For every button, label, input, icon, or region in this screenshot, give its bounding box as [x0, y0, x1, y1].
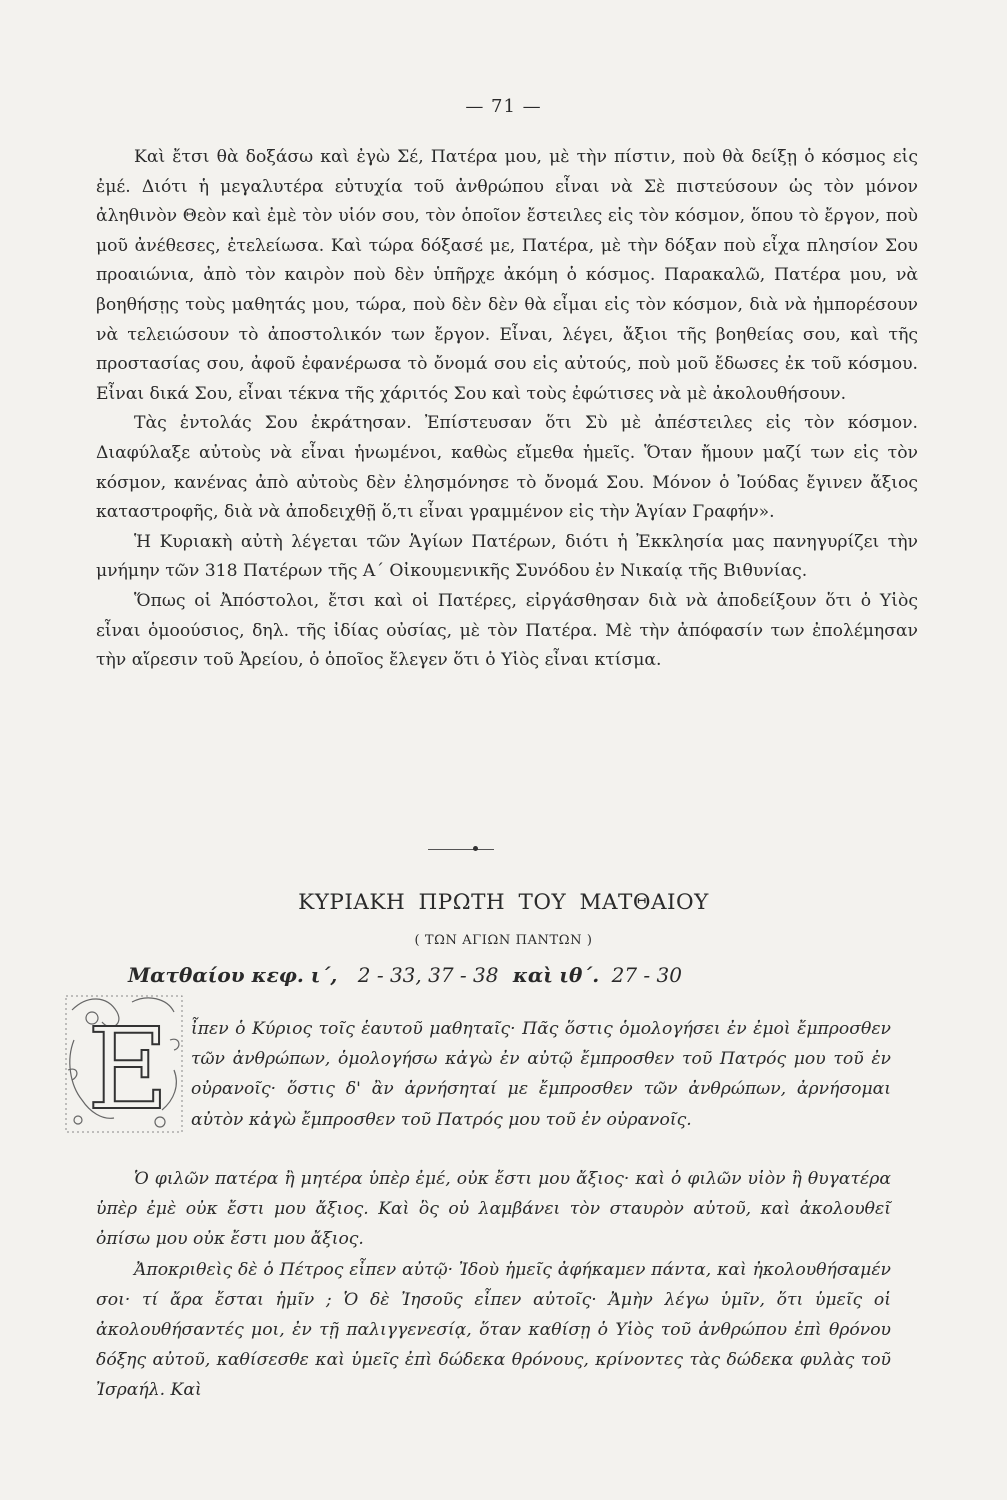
section-title: ΚΥΡΙΑΚΗ ΠΡΩΤΗ ΤΟΥ ΜΑΤΘΑΙΟΥ [298, 890, 709, 915]
paragraph: Ὁ φιλῶν πατέρα ἢ μητέρα ὑπὲρ ἐμέ, οὐκ ἔστι μου ἄξιος· καὶ ὁ φιλῶν υἱὸν ἢ θυγατέρα ὑπὲρ ἐμὲ οὐκ ἔστι μου ἄξιος. Καὶ ὃς οὐ λαμβάνει τὸν σταυρὸν αὐτοῦ, καὶ ἀκολουθεῖ ὀπίσω μου οὐκ ἔστι μου ἄξιος. [96, 1169, 891, 1250]
paragraph: Ἡ Κυριακὴ αὐτὴ λέγεται τῶν Ἁγίων Πατέρων, διότι ἡ Ἐκκλησία μας πανηγυρίζει τὴν μνήμην τῶν 318 Πατέρων τῆς Α΄ Οἰκουμενικῆς Συνόδου ἐν Νικαίᾳ τῆς Βιθυνίας. [96, 531, 918, 582]
reading-and: καὶ [512, 963, 553, 987]
reading-verses: 2 - 33, 37 - 38 [357, 963, 499, 987]
paragraph: Ἀποκριθεὶς δὲ ὁ Πέτρος εἶπεν αὐτῷ· Ἰδοὺ ἡμεῖς ἀφήκαμεν πάντα, καὶ ἠκολουθήσαμέν σοι· τί ἄρα ἔσται ἡμῖν ; Ὁ δὲ Ἰησοῦς εἶπεν αὐτοῖς· Ἀμὴν λέγω ὑμῖν, ὅτι ὑμεῖς οἱ ἀκολουθήσαντές μοι, ἐν τῇ παλιγγενεσίᾳ, ὅταν καθίσῃ ὁ Υἱὸς τοῦ ἀνθρώπου ἐπὶ θρόνου δόξης αὐτοῦ, καθίσεσθε καὶ ὑμεῖς ἐπὶ δώδεκα θρόνους, κρίνοντες τὰς δώδεκα φυλὰς τοῦ Ἰσραήλ. Καὶ [96, 1259, 891, 1401]
paragraph: Τὰς ἐντολάς Σου ἐκράτησαν. Ἐπίστευσαν ὅτι Σὺ μὲ ἀπέστειλες εἰς τὸν κόσμον. Διαφύλαξε αὐτοὺς νὰ εἶναι ἡνωμένοι, καθὼς εἴμεθα ἡμεῖς. Ὅταν ἤμουν μαζί των εἰς τὸν κόσμον, κανένας ἀπὸ αὐτοὺς δὲν ἐλησμόνησε τὸ ὄνομά Σου. Μόνον ὁ Ἰούδας ἔγινεν ἄξιος καταστροφῆς, διὰ νὰ ἀποδειχθῇ ὅ,τι εἶναι γραμμένον εἰς τὴν Ἁγίαν Γραφήν». [96, 413, 918, 523]
reading-chapter: ιθ΄. [559, 963, 600, 987]
ornamental-dropcap [62, 990, 188, 1142]
reading-reference [128, 963, 828, 987]
reading-book: Ματθαίου κεφ. ι΄, [128, 963, 338, 987]
section-subtitle: ( ΤΩΝ ΑΓΙΩΝ ΠΑΝΤΩΝ ) [414, 933, 593, 948]
paragraph: Καὶ ἔτσι θὰ δοξάσω καὶ ἐγὼ Σέ, Πατέρα μου, μὲ τὴν πίστιν, ποὺ θὰ δείξῃ ὁ κόσμος εἰς ἐμέ. Διότι ἡ μεγαλυτέρα εὐτυχία τοῦ ἀνθρώπου εἶναι νὰ Σὲ πιστεύσουν ὡς τὸν μόνον ἀληθινὸν Θεὸν καὶ ἐμὲ τὸν υἱόν σου, τὸν ὁποῖον ἔστειλες εἰς τὸν κόσμον, ὅπου τὸ ἔργον, ποὺ μοῦ ἀνέθεσες, ἐτελείωσα. Καὶ τώρα δόξασέ με, Πατέρα, μὲ τὴν δόξαν ποὺ εἶχα πλησίον Σου προαιώνια, ἀπὸ τὸν καιρὸν ποὺ δὲν ὑπῆρχε ἀκόμη ὁ κόσμος. Παρακαλῶ, Πατέρα μου, νὰ βοηθήσῃς τοὺς μαθητάς μου, τώρα, ποὺ δὲν δὲν θὰ εἶμαι εἰς τὸν κόσμον, διὰ νὰ ἠμπορέσουν νὰ τελειώσουν τὸ ἀποστολικόν των ἔργον. Εἶναι, λέγει, ἄξιοι τῆς βοηθείας σου, καὶ τῆς προστασίας σου, ἀφοῦ ἐφανέρωσα τὸ ὄνομά σου εἰς αὐτούς, ποὺ μοῦ ἔδωσες ἐκ τοῦ κόσμου. Εἶναι δικά Σου, εἶναι τέκνα τῆς χάριτός Σου καὶ τοὺς ἐφώτισες νὰ μὲ ἀκολουθήσουν. [96, 147, 918, 404]
section-divider [428, 849, 494, 850]
gospel-first-paragraph: ἶπεν ὁ Κύριος τοῖς ἑαυτοῦ μαθηταῖς· Πᾶς ὅστις ὁμολογήσει ἐν ἐμοὶ ἔμπροσθεν τῶν ἀνθρώπων, ὁμολογήσω κἀγὼ ἐν αὐτῷ ἔμπροσθεν τοῦ Πατρός μου τοῦ ἐν οὐρανοῖς· ὅστις δ' ἂν ἀρνήσηταί με ἔμπροσθεν τῶν ἀνθρώπων, ἀρνήσομαι αὐτὸν κἀγὼ ἔμπροσθεν τοῦ Πατρός μου τοῦ ἐν οὐρανοῖς. [191, 1019, 891, 1130]
paragraph: Ὅπως οἱ Ἀπόστολοι, ἔτσι καὶ οἱ Πατέρες, εἰργάσθησαν διὰ νὰ ἀποδείξουν ὅτι ὁ Υἱὸς εἶναι ὁμοούσιος, δηλ. τῆς ἰδίας οὐσίας, μὲ τὸν Πατέρα. Μὲ τὴν ἀπόφασίν των ἐπολέμησαν τὴν αἵρεσιν τοῦ Ἀρείου, ὁ ὁποῖος ἔλεγεν ὅτι ὁ Υἱὸς εἶναι κτίσμα. [96, 590, 918, 671]
dropcap-letter: Ε [87, 1005, 169, 1135]
gospel-text [96, 1164, 891, 1406]
body-text [96, 143, 918, 676]
page-number: — 71 — [465, 96, 542, 117]
divider-dot [473, 846, 478, 851]
reading-verses-2: 27 - 30 [611, 963, 682, 987]
